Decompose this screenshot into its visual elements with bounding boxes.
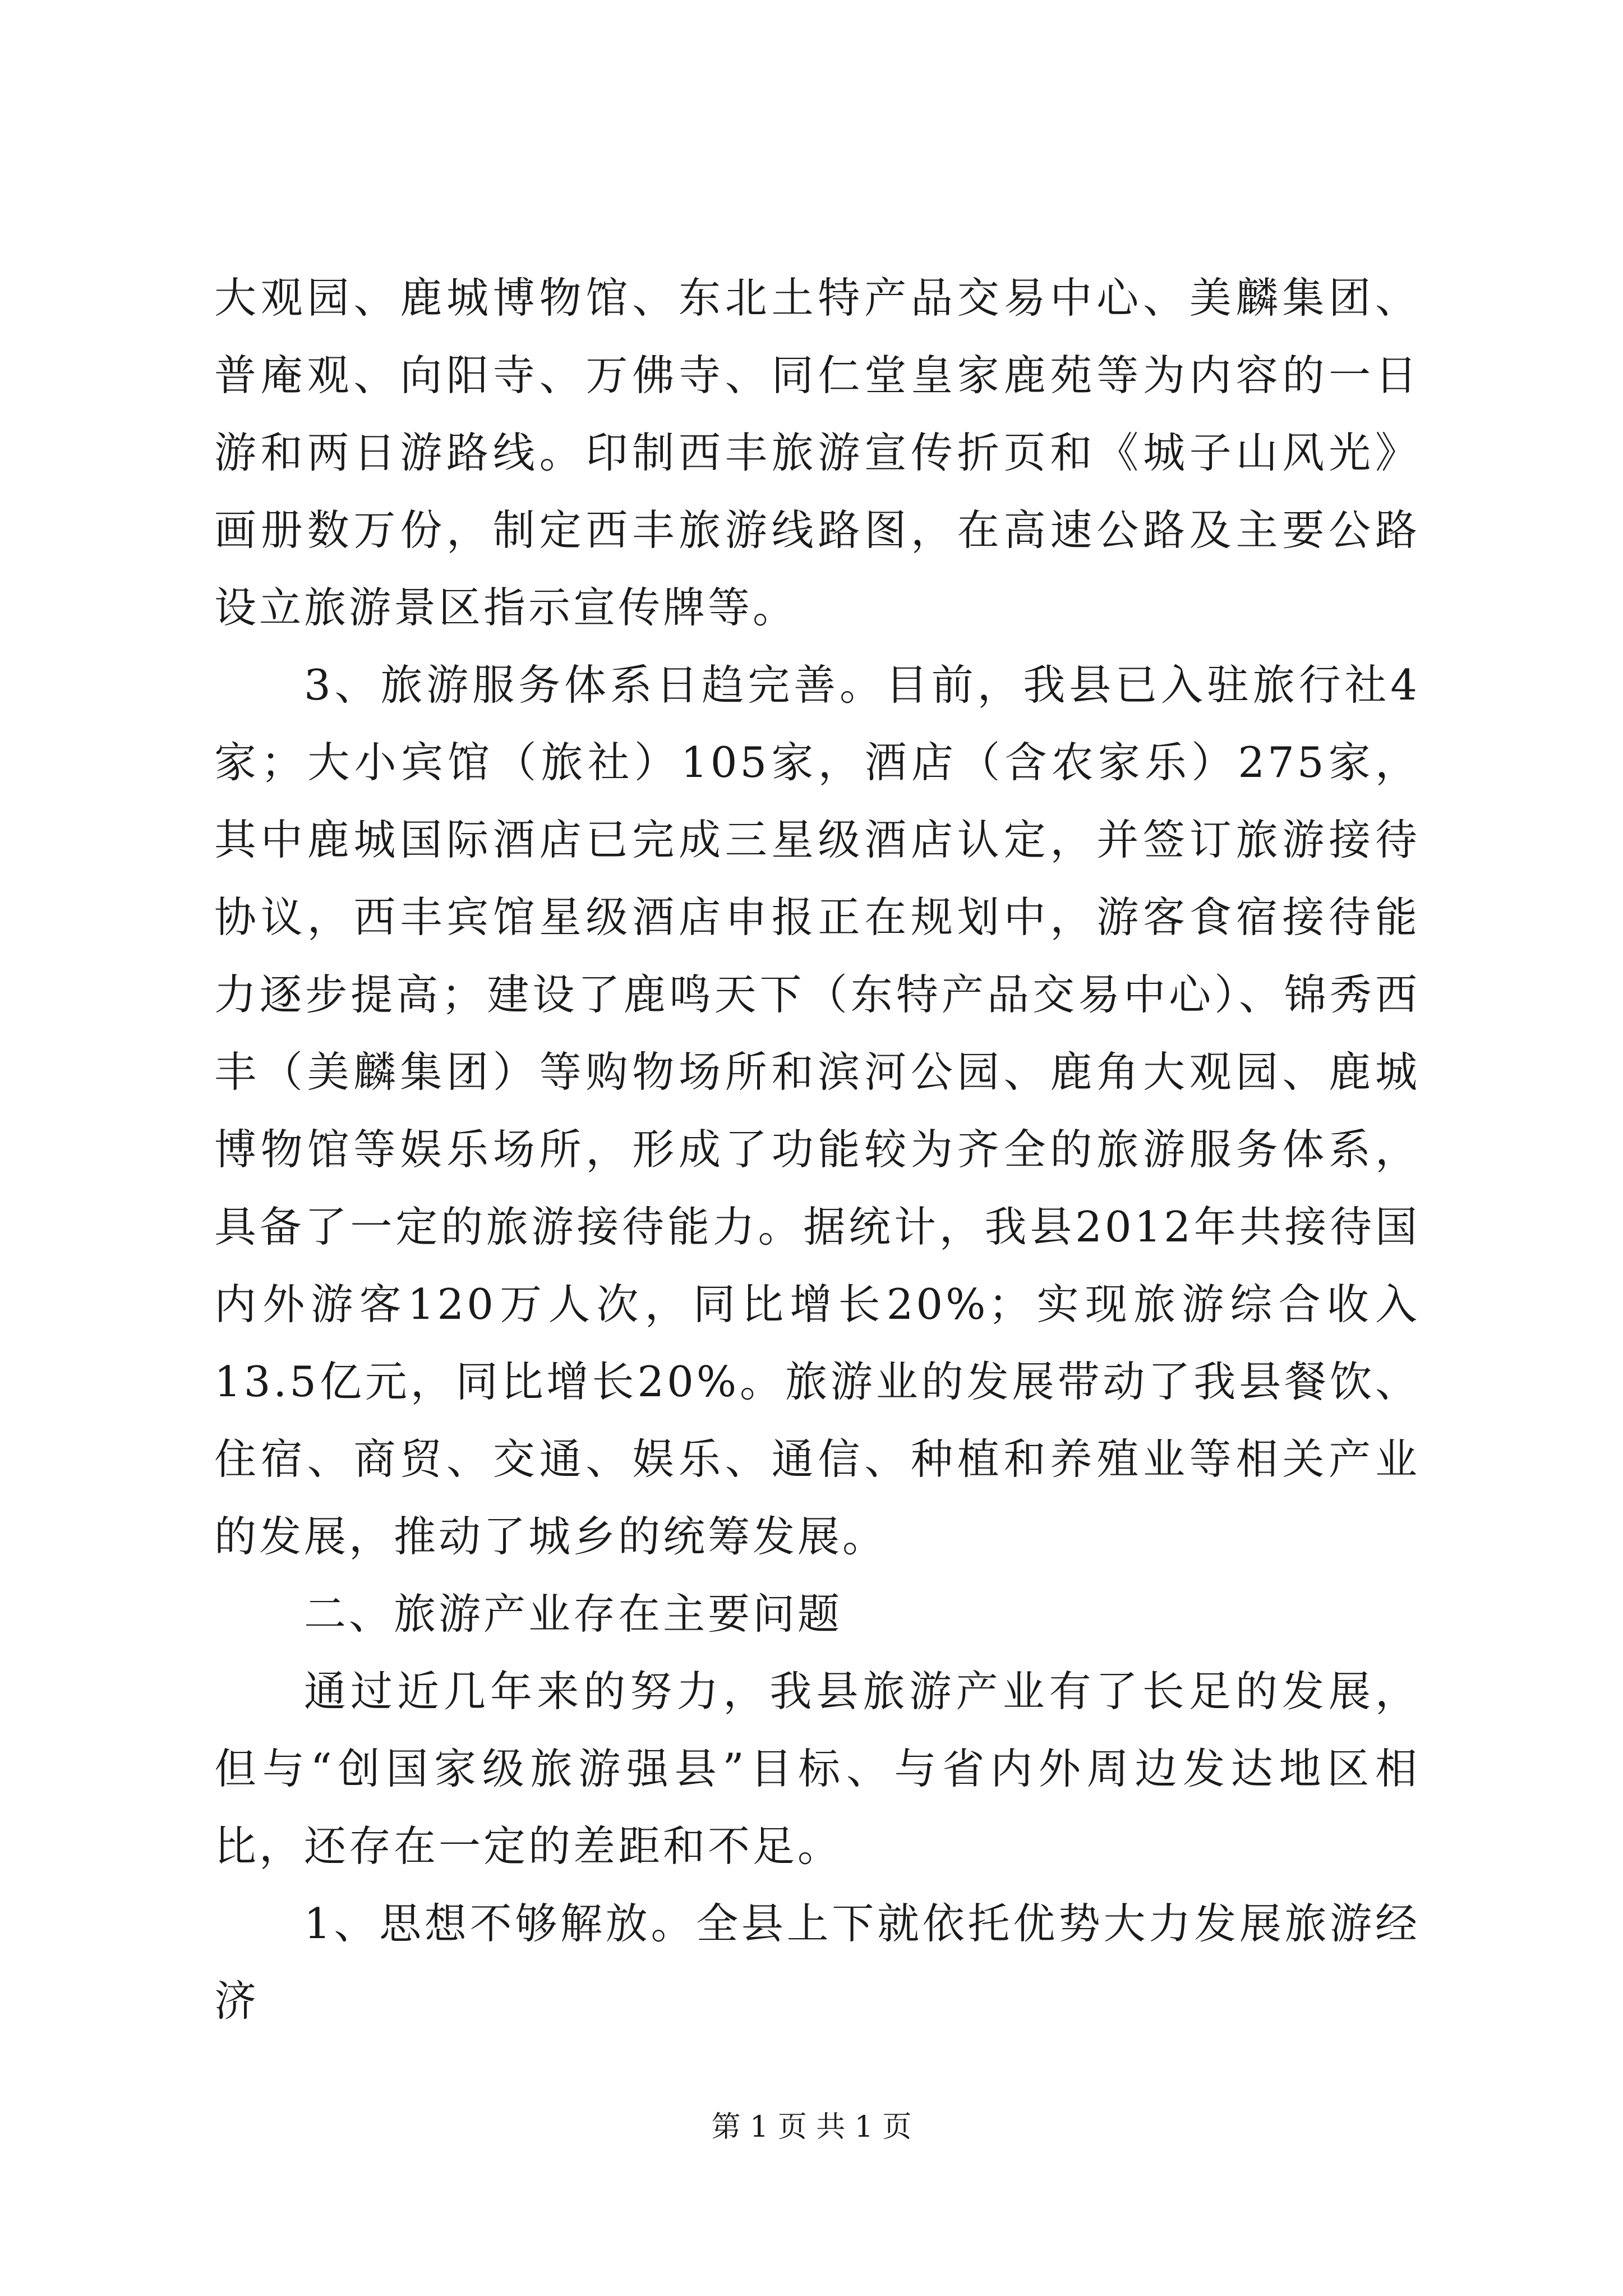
paragraph-4: 1、思想不够解放。全县上下就依托优势大力发展旅游经济 <box>214 1899 1420 2026</box>
paragraph-2: 3、旅游服务体系日趋完善。目前，我县已入驻旅行社4家；大小宾馆（旅社）105家，酒店（含农家乐）275家，其中鹿城国际酒店已完成三星级酒店认定，并签订旅游接待协议，西丰宾馆星级酒店申报正在规划中，游客食宿接待能力逐步提高；建设了鹿鸣天下（东特产品交易中心）、锦秀西丰（美麟集团）等购物场所和滨河公园、鹿角大观园、鹿城博物馆等娱乐场所，形成了功能较为齐全的旅游服务体系，具备了一定的旅游接待能力。据统计，我县2012年共接待国内外游客120万人次，同比增长20%；实现旅游综合收入13.5亿元，同比增长20%。旅游业的发展带动了我县餐饮、住宿、商贸、交通、娱乐、通信、种植和养殖业等相关产业的发展，推动了城乡的统筹发展。 <box>214 660 1420 1561</box>
document-body <box>214 259 1420 2040</box>
section-heading: 二、旅游产业存在主要问题 <box>304 1589 843 1639</box>
page-footer: 第 1 页 共 1 页 <box>711 2110 912 2144</box>
paragraph-1: 大观园、鹿城博物馆、东北土特产品交易中心、美麟集团、普庵观、向阳寺、万佛寺、同仁堂皇家鹿苑等为内容的一日游和两日游路线。印制西丰旅游宣传折页和《城子山风光》画册数万份，制定西丰旅游线路图，在高速公路及主要公路设立旅游景区指示宣传牌等。 <box>214 273 1420 632</box>
paragraph-3: 通过近几年来的努力，我县旅游产业有了长足的发展，但与“创国家级旅游强县”目标、与省内外周边发达地区相比，还存在一定的差距和不足。 <box>214 1667 1420 1871</box>
